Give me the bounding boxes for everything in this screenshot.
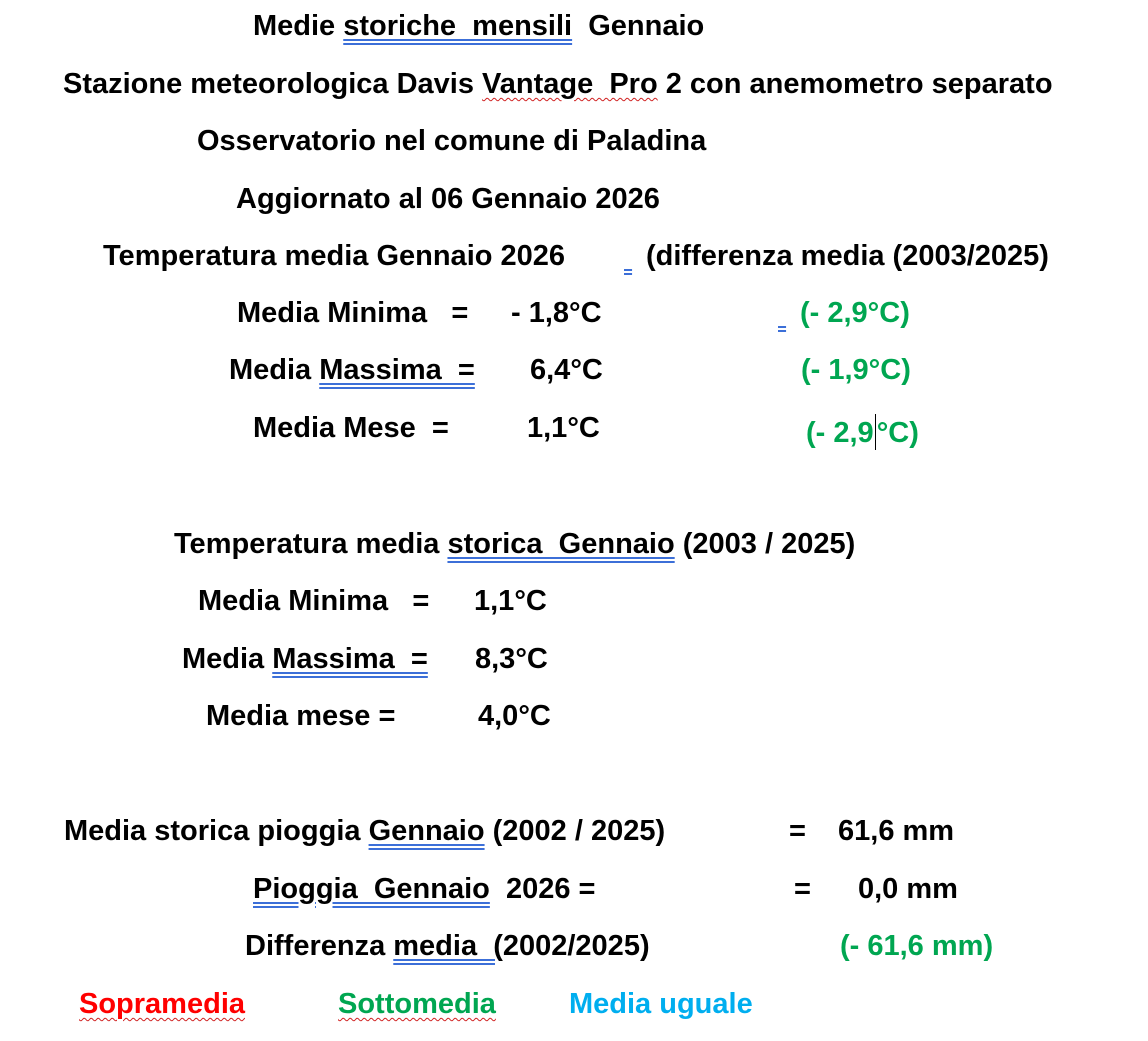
historic-month-label: Media mese =	[206, 700, 396, 732]
current-min-diff: (- 2,9°C)	[800, 297, 910, 329]
rain-current-label: Pioggia Gennaio 2026 =	[253, 873, 596, 905]
current-max-diff: (- 1,9°C)	[801, 354, 911, 386]
updated-line: Aggiornato al 06 Gennaio 2026	[236, 183, 660, 215]
legend-above-average: Sopramedia	[79, 988, 245, 1020]
historic-min-value: 1,1°C	[474, 585, 547, 617]
current-month-diff: (- 2,9 °C)	[806, 414, 919, 450]
rain-diff-label: Differenza media (2002/2025)	[245, 930, 650, 962]
current-diff-heading: (differenza media (2003/2025)	[646, 240, 1049, 272]
historic-min-label: Media Minima =	[198, 585, 430, 617]
historic-month-value: 4,0°C	[478, 700, 551, 732]
legend-below-average: Sottomedia	[338, 988, 496, 1020]
historic-temp-heading: Temperatura media storica Gennaio (2003 / 2025)	[174, 528, 856, 560]
legend-equal-average: Media uguale	[569, 988, 753, 1020]
rain-historic-label: Media storica pioggia Gennaio (2002 / 2025)	[64, 815, 666, 847]
station-line: Stazione meteorologica Davis Vantage Pro 2 con anemometro separato	[63, 68, 1053, 100]
current-min-label: Media Minima =	[237, 297, 469, 329]
historic-max-label: Media Massima =	[182, 643, 428, 675]
current-max-value: 6,4°C	[530, 354, 603, 386]
observatory-line: Osservatorio nel comune di Paladina	[197, 125, 707, 157]
rain-historic-value: 61,6 mm	[838, 815, 955, 847]
text-cursor	[875, 414, 876, 450]
current-min-value: - 1,8°C	[511, 297, 602, 329]
current-month-value: 1,1°C	[527, 412, 600, 444]
current-month-label: Media Mese =	[253, 412, 449, 444]
historic-max-value: 8,3°C	[475, 643, 548, 675]
page-title: Medie storiche mensili Gennaio	[253, 10, 705, 42]
rain-diff-value: (- 61,6 mm)	[840, 930, 994, 962]
current-temp-heading: Temperatura media Gennaio 2026	[103, 240, 566, 272]
current-max-label: Media Massima =	[229, 354, 475, 386]
rain-current-value: 0,0 mm	[858, 873, 958, 905]
rain-current-equals: =	[794, 873, 811, 905]
rain-historic-equals: =	[789, 815, 806, 847]
